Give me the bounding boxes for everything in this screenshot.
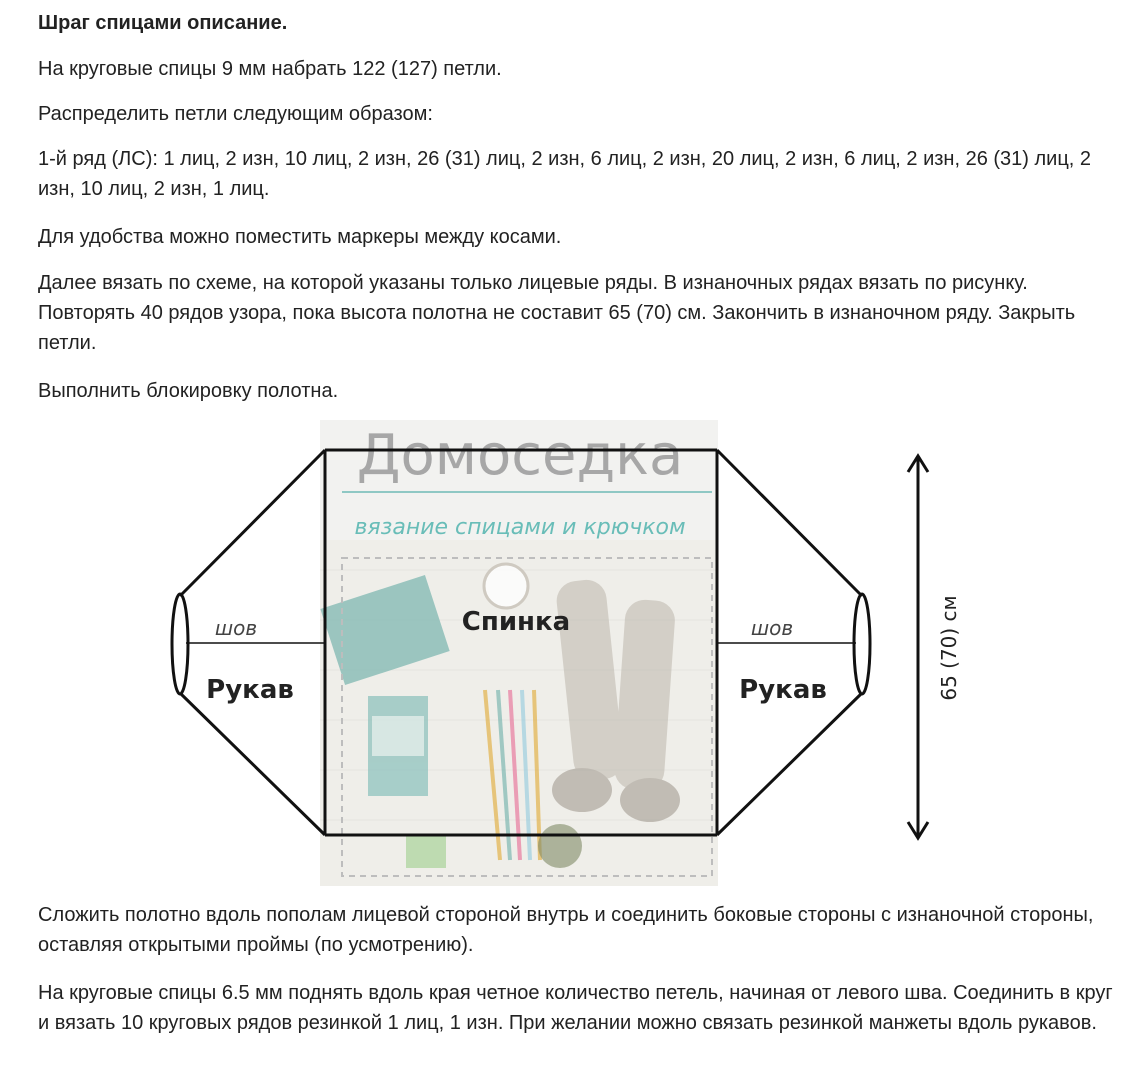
left-seam-label: шов [214, 616, 258, 640]
paragraph-cast-on: На круговые спицы 9 мм набрать 122 (127) петли. [38, 58, 502, 80]
right-sleeve-label: Рукав [739, 675, 827, 705]
paragraph-distribute: Распределить петли следующим образом: [38, 103, 433, 125]
right-sleeve [717, 450, 870, 835]
back-label: Спинка [461, 607, 571, 637]
paragraph-finishing: На круговые спицы 6.5 мм поднять вдоль края четное количество петель, начиная от левого шва. Соединить в круг и вязать 10 круговых рядов резинкой 1 лиц, 1 изн. При желании можно связать резинкой манжеты вдоль рукавов. [38, 982, 1113, 1034]
left-sleeve-label: Рукав [206, 675, 294, 705]
height-arrow [908, 456, 928, 838]
shrug-schematic [0, 418, 1143, 890]
right-seam-label: шов [750, 616, 794, 640]
left-sleeve [172, 450, 325, 835]
page-title: Шраг спицами описание. [38, 12, 288, 34]
paragraph-assembly: Сложить полотно вдоль пополам лицевой стороной внутрь и соединить боковые стороны с изнаночной стороны, оставляя открытыми проймы (по усмотрению). [38, 904, 1094, 956]
height-label: 65 (70) см [937, 595, 961, 701]
paragraph-first-row: 1-й ряд (ЛС): 1 лиц, 2 изн, 10 лиц, 2 изн, 26 (31) лиц, 2 изн, 6 лиц, 2 изн, 20 лиц, 2 изн, 6 лиц, 2 изн, 26 (31) лиц, 2 изн, 10 лиц, 2 изн, 1 лиц. [38, 148, 1092, 200]
schematic-lines [0, 418, 1143, 890]
watermark-title: Домоседка [356, 423, 684, 488]
back-panel [325, 450, 717, 835]
paragraph-pattern: Далее вязать по схеме, на которой указаны только лицевые ряды. В изнаночных рядах вязать по рисунку. Повторять 40 рядов узора, пока высота полотна не составит 65 (70) см. Закончить в изнаночном ряду. Закрыть петли. [38, 272, 1076, 354]
paragraph-markers: Для удобства можно поместить маркеры между косами. [38, 226, 562, 248]
watermark-subtitle: вязание спицами и крючком [354, 515, 686, 540]
paragraph-blocking: Выполнить блокировку полотна. [38, 380, 339, 402]
